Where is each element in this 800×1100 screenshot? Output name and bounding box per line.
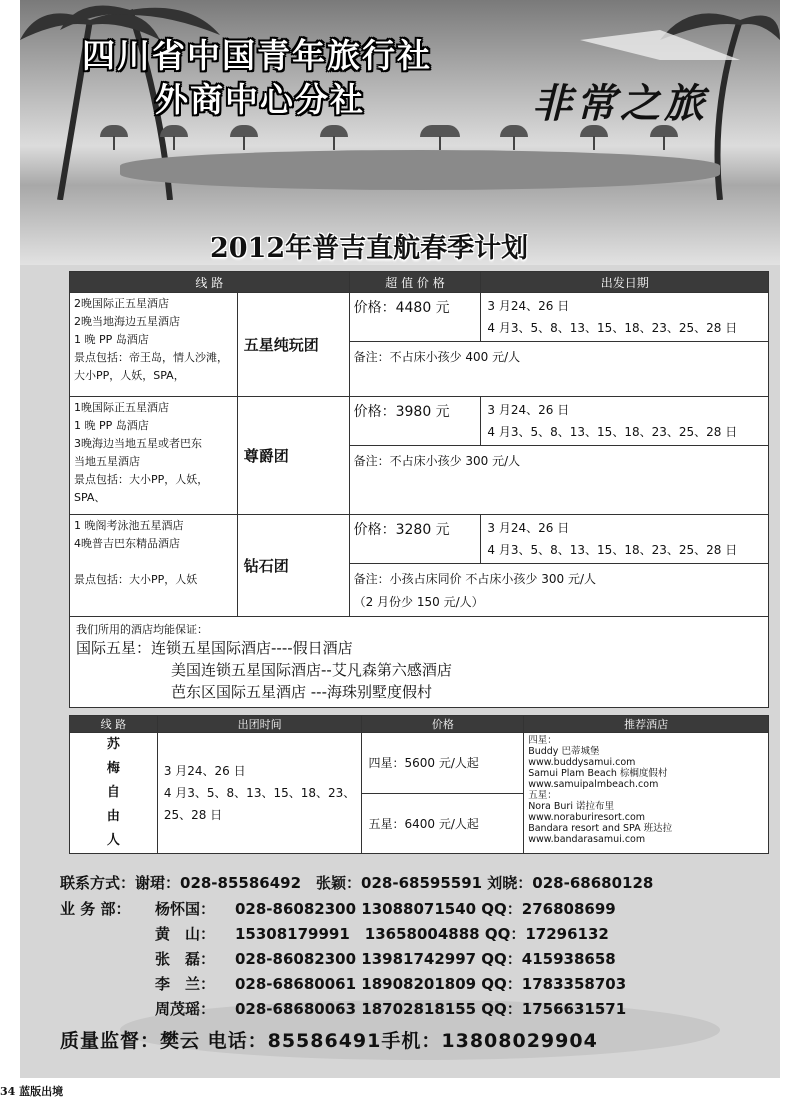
header-price: 超 值 价 格 <box>349 272 481 293</box>
branch-name: 外商中心分社 <box>155 80 365 119</box>
company-name: 四川省中国青年旅行社 <box>82 36 432 75</box>
departure-dates: 3 月24、26 日 4 月3、5、8、13、15、18、23、 25、28 日 <box>157 733 362 854</box>
table-row <box>70 733 769 794</box>
page-footer: 34 蓝版出境 <box>0 1085 64 1098</box>
tour-note: 备注：不占床小孩少 400 元/人 <box>349 342 768 397</box>
table-row <box>70 515 769 564</box>
price-four-star: 四星：5600 元/人起 <box>362 733 524 794</box>
tour-name: 尊爵团 <box>237 397 349 515</box>
tour-dates: 3 月24、26 日 4 月3、5、8、13、15、18、23、25、28 日 <box>481 515 769 564</box>
poster <box>20 0 780 1078</box>
header-route: 线 路 <box>70 716 158 733</box>
slogan: 非常之旅 <box>532 80 708 127</box>
contact-person: 黄 山： 15308179991 13658004888 QQ：17296132 <box>155 925 609 943</box>
tour-dates: 3 月24、26 日 4 月3、5、8、13、15、18、23、25、28 日 <box>481 397 769 446</box>
free-travel-table <box>69 715 769 854</box>
header-price: 价格 <box>362 716 524 733</box>
plan-title: 2012年普吉直航春季计划 <box>210 233 529 264</box>
table-row <box>70 293 769 342</box>
route-cell: 1 晚阁考泳池五星酒店 4晚普吉巴东精品酒店 景点包括：大小PP，人妖 <box>70 515 238 617</box>
table-row <box>70 397 769 446</box>
contact-person: 业 务 部： 杨怀国： 028-86082300 13088071540 QQ：276808699 <box>60 900 616 918</box>
route-cell: 2晚国际正五星酒店 2晚当地海边五星酒店 1 晚 PP 岛酒店 景点包括：帝王岛，情人沙滩， 大小PP，人妖，SPA， <box>70 293 238 397</box>
tour-price: 价格：3280 元 <box>349 515 481 564</box>
contact-person: 张 磊： 028-86082300 13981742997 QQ：415938658 <box>155 950 616 968</box>
tour-name: 五星纯玩团 <box>237 293 349 397</box>
quality-supervision: 质量监督：樊云 电话：85586491手机：13808029904 <box>60 1030 598 1052</box>
contact-line: 联系方式：谢珺：028-85586492 张颖：028-68595591 刘晓：028-68680128 <box>60 874 654 892</box>
header-date: 出发日期 <box>481 272 769 293</box>
tour-price: 价格：4480 元 <box>349 293 481 342</box>
tour-note: 备注：不占床小孩少 300 元/人 <box>349 446 768 515</box>
tour-price: 价格：3980 元 <box>349 397 481 446</box>
header-route: 线 路 <box>70 272 350 293</box>
hero-banner <box>20 0 780 265</box>
contact-person: 周茂瑶： 028-68680063 18702818155 QQ：1756631571 <box>155 1000 627 1018</box>
route-cell: 1晚国际正五星酒店 1 晚 PP 岛酒店 3晚海边当地五星或者巴东 当地五星酒店 景点包括：大小PP，人妖， SPA、 <box>70 397 238 515</box>
price-five-star: 五星：6400 元/人起 <box>362 793 524 854</box>
header-hotel: 推荐酒店 <box>524 716 769 733</box>
tour-dates: 3 月24、26 日 4 月3、5、8、13、15、18、23、25、28 日 <box>481 293 769 342</box>
header-time: 出团时间 <box>157 716 362 733</box>
hotel-guarantee: 我们所用的酒店均能保证： 国际五星：连锁五星国际酒店----假日酒店 美国连锁五星国际酒店--艾凡森第六感酒店 芭东区国际五星酒店 ---海珠别墅度假村 <box>70 617 769 708</box>
route-name: 苏 梅 自 由 人 <box>70 733 158 854</box>
pool <box>120 150 720 190</box>
tour-note: 备注：小孩占床同价 不占床小孩少 300 元/人 （2 月份少 150 元/人） <box>349 564 768 617</box>
recommended-hotels: 四星： Buddy 巴蒂城堡 www.buddysamui.com Samui Plam Beach 棕榈度假村 www.samuipalmbeach.com 五星： Nora Buri 诺拉布里 www.noraburiresort.com Bandara resort and SPA 班达拉 www.bandarasamui.com <box>524 733 769 854</box>
tour-table <box>69 271 769 708</box>
tour-name: 钻石团 <box>237 515 349 617</box>
contact-person: 李 兰： 028-68680061 18908201809 QQ：1783358703 <box>155 975 627 993</box>
